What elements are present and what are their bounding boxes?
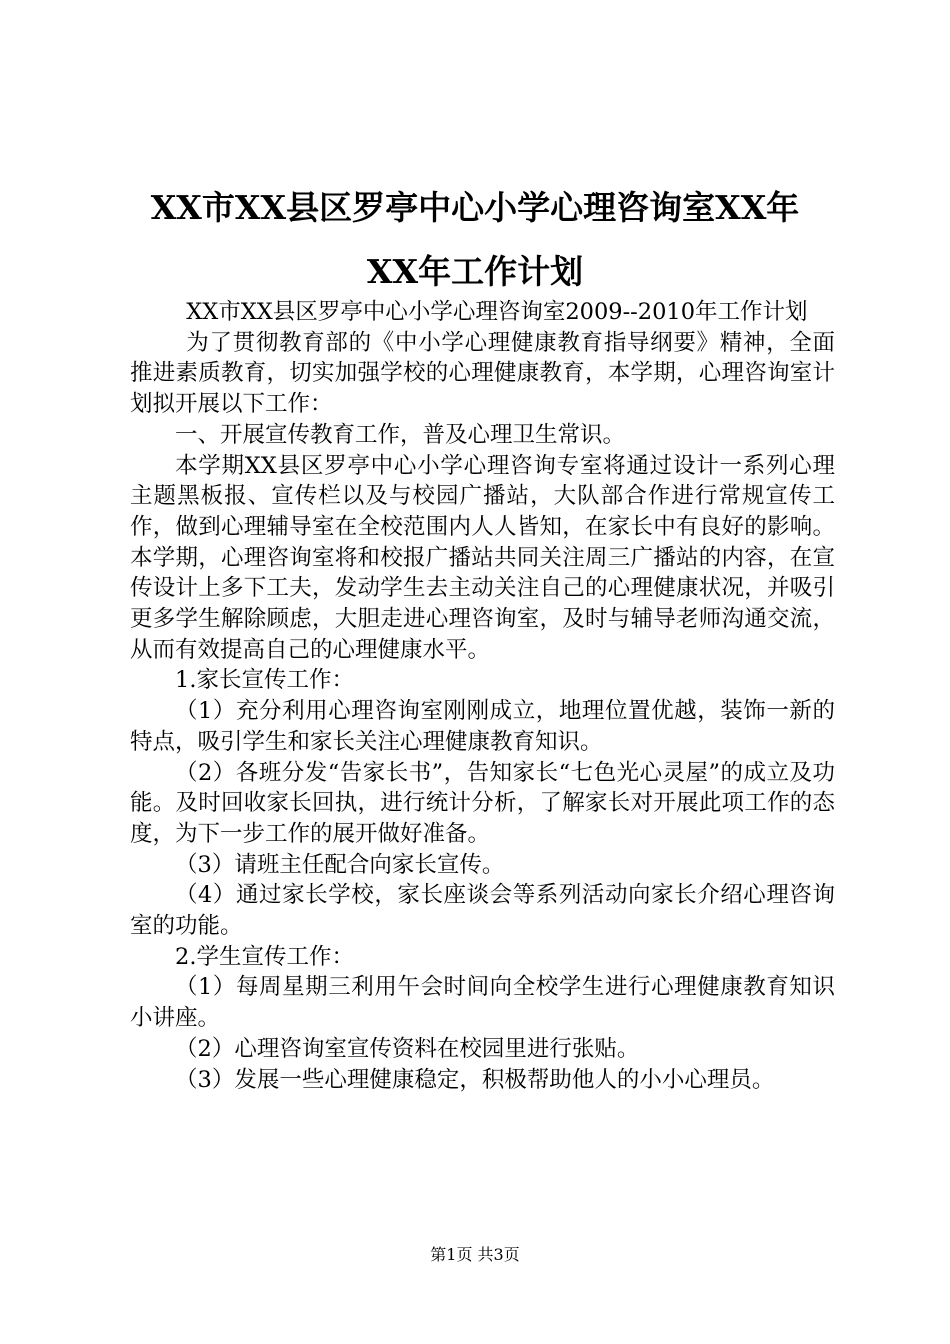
document-body bbox=[130, 297, 835, 1095]
list-item-students-2: （2）心理咨询室宣传资料在校园里进行张贴。 bbox=[175, 1035, 640, 1062]
section-heading-1: 一、开展宣传教育工作，普及心理卫生常识。 bbox=[175, 421, 626, 448]
paragraph-intro: 为了贯彻教育部的《中小学心理健康教育指导纲要》精神，全面推进素质教育，切实加强学校的心理健康教育，本学期，心理咨询室计划拟开展以下工作： bbox=[130, 329, 835, 418]
list-item-students-3: （3）发展一些心理健康稳定，积极帮助他人的小小心理员。 bbox=[175, 1066, 775, 1093]
list-item-parents-2: （2）各班分发“告家长书”，告知家长“七色光心灵屋”的成立及功能。及时回收家长回执，进行统计分析，了解家长对开展此项工作的态度，为下一步工作的展开做好准备。 bbox=[130, 759, 835, 847]
document-title-line-1: XX市XX县区罗亭中心小学心理咨询室XX年 bbox=[150, 188, 800, 227]
list-item-parents-1: （1）充分利用心理咨询室刚刚成立，地理位置优越，装饰一新的特点，吸引学生和家长关注心理健康教育知识。 bbox=[130, 698, 835, 755]
list-item-parents-3: （3）请班主任配合向家长宣传。 bbox=[175, 851, 505, 878]
list-item-parents-4: （4）通过家长学校，家长座谈会等系列活动向家长介绍心理咨询室的功能。 bbox=[130, 882, 835, 940]
subsection-heading-students: 2.学生宣传工作： bbox=[175, 943, 354, 970]
page-footer: 第1页 共3页 bbox=[430, 1245, 520, 1264]
document-title-line-2: XX年工作计划 bbox=[366, 252, 584, 291]
paragraph-section-1: 本学期XX县区罗亭中心小学心理咨询专室将通过设计一系列心理主题黑板报、宣传栏以及与校园广播站，大队部合作进行常规宣传工作，做到心理辅导室在全校范围内人人皆知，在家长中有良好的影响。本学期，心理咨询室将和校报广播站共同关注周三广播站的内容，在宣传设计上多下工夫，发动学生去主动关注自己的心理健康状况，并吸引更多学生解除顾虑，大胆走进心理咨询室，及时与辅导老师沟通交流，从而有效提高自己的心理健康水平。 bbox=[130, 452, 835, 663]
paragraph-subtitle: XX市XX县区罗亭中心小学心理咨询室2009--2010年工作计划 bbox=[186, 299, 808, 325]
subsection-heading-parents: 1.家长宣传工作： bbox=[175, 667, 354, 694]
list-item-students-1: （1）每周星期三利用午会时间向全校学生进行心理健康教育知识小讲座。 bbox=[130, 974, 835, 1032]
